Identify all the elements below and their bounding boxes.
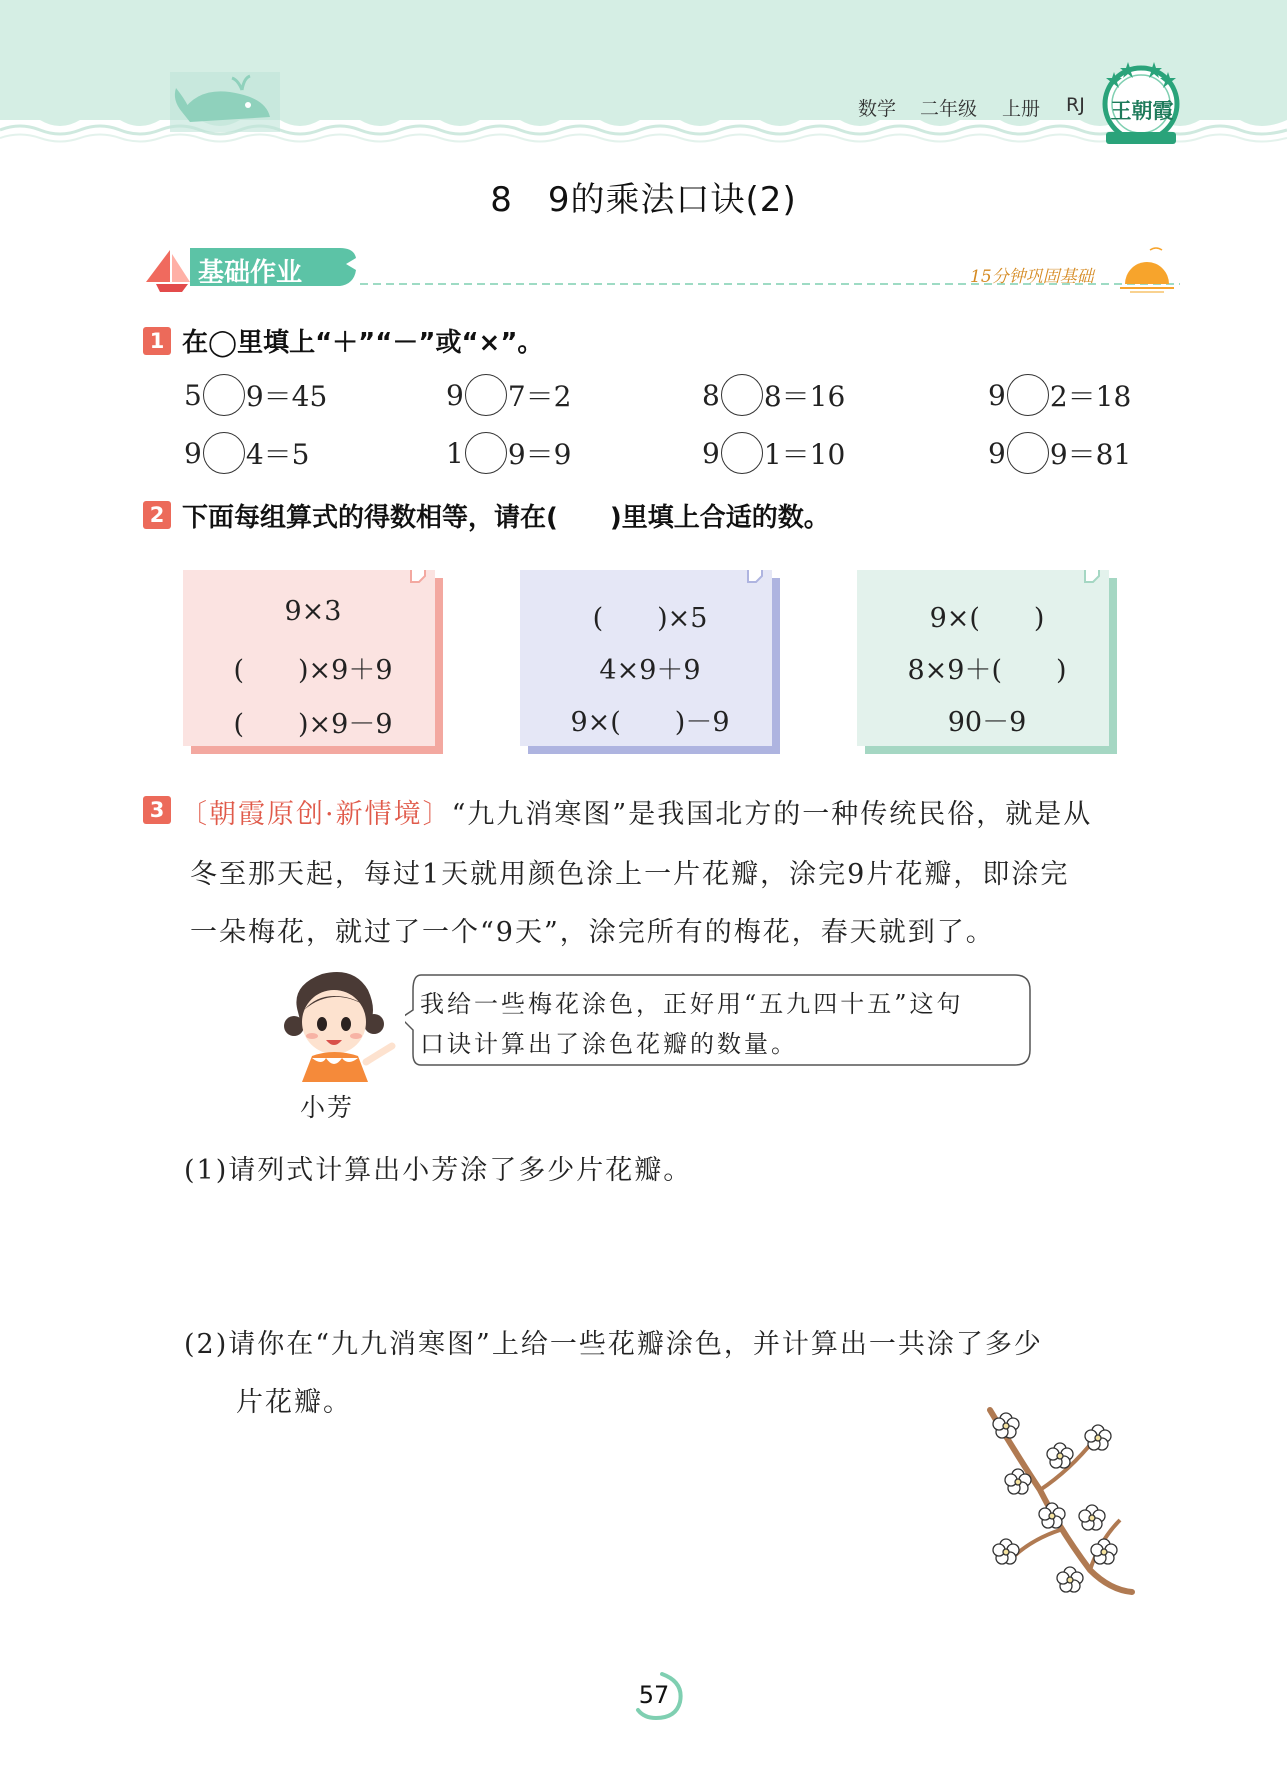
- sub-question-1: (1)请列式计算出小芳涂了多少片花瓣。: [184, 1155, 693, 1186]
- answer-circle[interactable]: [465, 374, 507, 416]
- answer-circle[interactable]: [1007, 374, 1049, 416]
- card-3-line-2: 8×9＋( ): [907, 655, 1067, 686]
- answer-circle[interactable]: [721, 432, 763, 474]
- answer-circle[interactable]: [203, 432, 245, 474]
- answer-circle[interactable]: [1007, 432, 1049, 474]
- sailboat-icon: [146, 250, 190, 292]
- card-1-line-3: ( )×9－9: [233, 709, 393, 740]
- header-volume: 上册: [1002, 98, 1041, 120]
- card-2-line-1: ( )×5: [592, 603, 708, 634]
- girl-icon: [282, 966, 402, 1082]
- question-2-prompt: 下面每组算式的得数相等，请在( )里填上合适的数。: [182, 503, 830, 533]
- sub-question-2-line-1: (2)请你在“九九消寒图”上给一些花瓣涂色，并计算出一共涂了多少: [184, 1329, 1043, 1360]
- question-3-line-3: 一朵梅花，就过了一个“9天”，涂完所有的梅花，春天就到了。: [190, 917, 995, 948]
- q1-equation-2-4: 9 9＝81: [988, 432, 1131, 474]
- q1-equation-2-1: 9 4＝5: [184, 432, 309, 474]
- card-3-line-1: 9×( ): [929, 603, 1045, 634]
- card-3-line-3: 90－9: [947, 707, 1027, 738]
- speaker-name: 小芳: [300, 1093, 355, 1122]
- card-1-line-1: 9×3: [284, 596, 342, 627]
- page-title: 8 9的乘法口诀(2): [490, 180, 797, 220]
- question-3-line-2: 冬至那天起，每过1天就用颜色涂上一片花瓣，涂完9片花瓣，即涂完: [190, 859, 1070, 890]
- q1-equation-2-3: 9 1＝10: [702, 432, 845, 474]
- answer-circle[interactable]: [203, 374, 245, 416]
- card-2-line-3: 9×( )－9: [570, 707, 730, 738]
- sunset-icon: [1120, 248, 1174, 292]
- q1-equation-1-4: 9 2＝18: [988, 374, 1131, 416]
- header-subject: 数学: [858, 98, 897, 120]
- speech-line-1: 我给一些梅花涂色，正好用“五九四十五”这句: [420, 990, 964, 1018]
- answer-circle[interactable]: [465, 432, 507, 474]
- question-3-line-1: 〔朝霞原创·新情境〕“九九消寒图”是我国北方的一种传统民俗，就是从: [180, 799, 1093, 830]
- q1-equation-1-2: 9 7＝2: [446, 374, 571, 416]
- page-number: 57: [638, 1681, 670, 1709]
- answer-circle[interactable]: [721, 374, 763, 416]
- whale-icon: [170, 72, 280, 132]
- question-number-2: 2: [143, 501, 171, 529]
- q1-equation-2-2: 1 9＝9: [446, 432, 571, 474]
- header-grade: 二年级: [920, 98, 978, 120]
- speech-line-2: 口诀计算出了涂色花瓣的数量。: [420, 1030, 798, 1058]
- question-1-prompt: 在◯里填上“＋”“－”或“×”。: [182, 328, 544, 358]
- section-label: 基础作业: [198, 258, 303, 288]
- card-1-line-2: ( )×9＋9: [233, 655, 393, 686]
- q1-equation-1-3: 8 8＝16: [702, 374, 845, 416]
- card-2-line-2: 4×9＋9: [599, 655, 701, 686]
- question-number-3: 3: [143, 796, 171, 824]
- question-number-1: 1: [143, 327, 171, 355]
- q1-equation-1-1: 5 9＝45: [184, 374, 327, 416]
- plum-branch-icon: [970, 1400, 1140, 1600]
- header-edition: RJ: [1066, 94, 1085, 116]
- question-3-tag: 〔朝霞原创·新情境〕: [180, 799, 452, 830]
- brand-logo-text: 王朝霞: [1110, 98, 1174, 123]
- sub-question-2-line-2: 片花瓣。: [236, 1387, 352, 1418]
- section-note: 15分钟巩固基础: [970, 267, 1094, 287]
